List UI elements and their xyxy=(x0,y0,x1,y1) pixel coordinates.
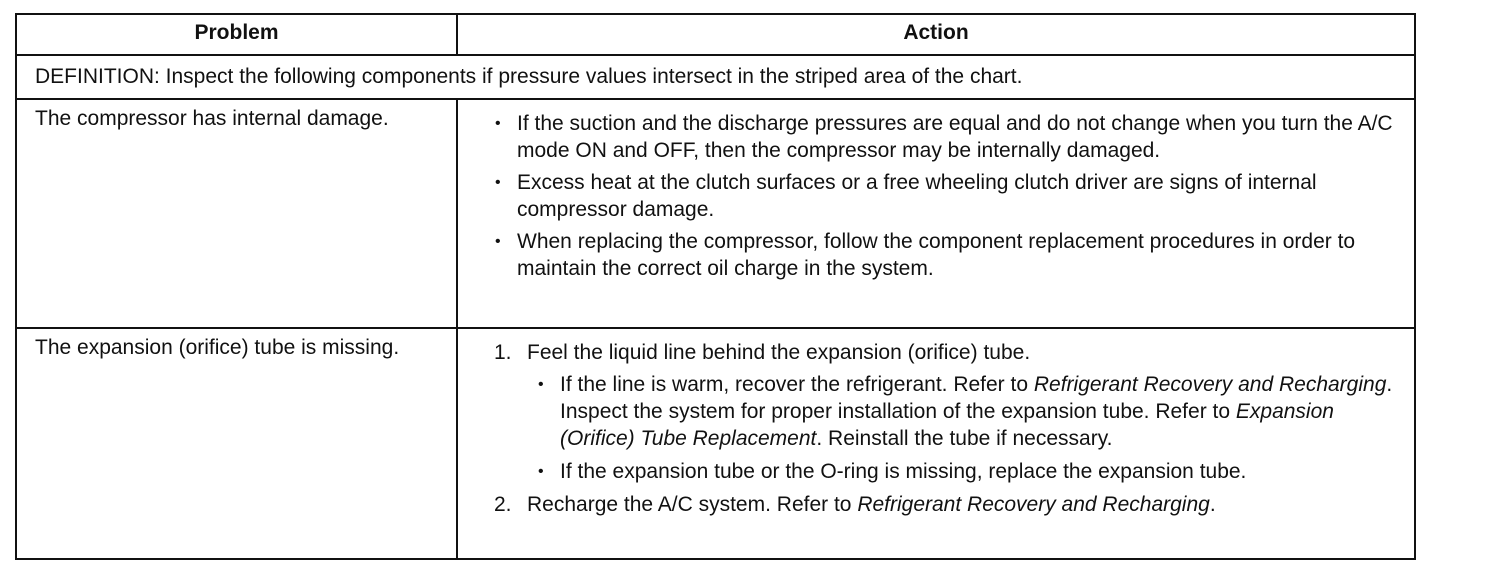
action-bullet-list xyxy=(494,110,1396,282)
list-item: • If the suction and the discharge pressures are equal and do not change when you turn the A/C mode ON and OFF, then the compressor may be internally damaged. xyxy=(495,112,1393,162)
list-item: • When replacing the compressor, follow the component replacement procedures in order to maintain the correct oil charge in the system. xyxy=(495,230,1356,280)
bullet-icon: • xyxy=(538,463,544,480)
action-cell xyxy=(458,329,1414,558)
action-step-list xyxy=(494,339,1396,518)
reference-link-text: Refrigerant Recovery and Recharging xyxy=(857,493,1210,516)
bullet-icon: • xyxy=(495,115,501,132)
table-row xyxy=(17,329,1414,558)
bullet-icon: • xyxy=(495,174,501,191)
step-number: 2. xyxy=(494,493,512,516)
step-text: Feel the liquid line behind the expansion (orifice) tube. xyxy=(527,341,1031,364)
problem-cell: The expansion (orifice) tube is missing. xyxy=(17,329,458,558)
list-item: • If the expansion tube or the O-ring is missing, replace the expansion tube. xyxy=(538,460,1247,483)
definition-row xyxy=(17,56,1414,100)
bullet-icon: • xyxy=(538,376,544,393)
problem-cell: The compressor has internal damage. xyxy=(17,100,458,327)
list-item: • If the line is warm, recover the refrigerant. Refer to Refrigerant Recovery and Recharging. Inspect the system for proper installation of the expansion tube. Refer to Expansion (Orifice) Tube Replacement. Reinstall the tube if necessary. xyxy=(538,373,1393,450)
problem-column-header: Problem xyxy=(17,15,458,54)
diagnostic-table xyxy=(15,13,1416,560)
step-item: 2. Recharge the A/C system. Refer to Refrigerant Recovery and Recharging. xyxy=(494,493,1216,516)
table-header-row xyxy=(17,15,1414,56)
reference-link-text: Refrigerant Recovery and Recharging xyxy=(1033,373,1387,396)
action-column-header: Action xyxy=(903,21,969,44)
list-item: • Excess heat at the clutch surfaces or a free wheeling clutch driver are signs of internal compressor damage. xyxy=(495,171,1317,221)
action-cell xyxy=(458,100,1414,327)
reference-link-text: Expansion (Orifice) Tube Replacement xyxy=(560,400,1334,450)
sub-bullet-list xyxy=(537,371,1396,485)
bullet-icon: • xyxy=(495,233,501,250)
step-number: 1. xyxy=(494,341,512,364)
step-item xyxy=(494,339,1396,485)
table-row xyxy=(17,100,1414,329)
definition-text: DEFINITION: Inspect the following components if pressure values intersect in the striped area of the chart. xyxy=(35,65,1023,88)
